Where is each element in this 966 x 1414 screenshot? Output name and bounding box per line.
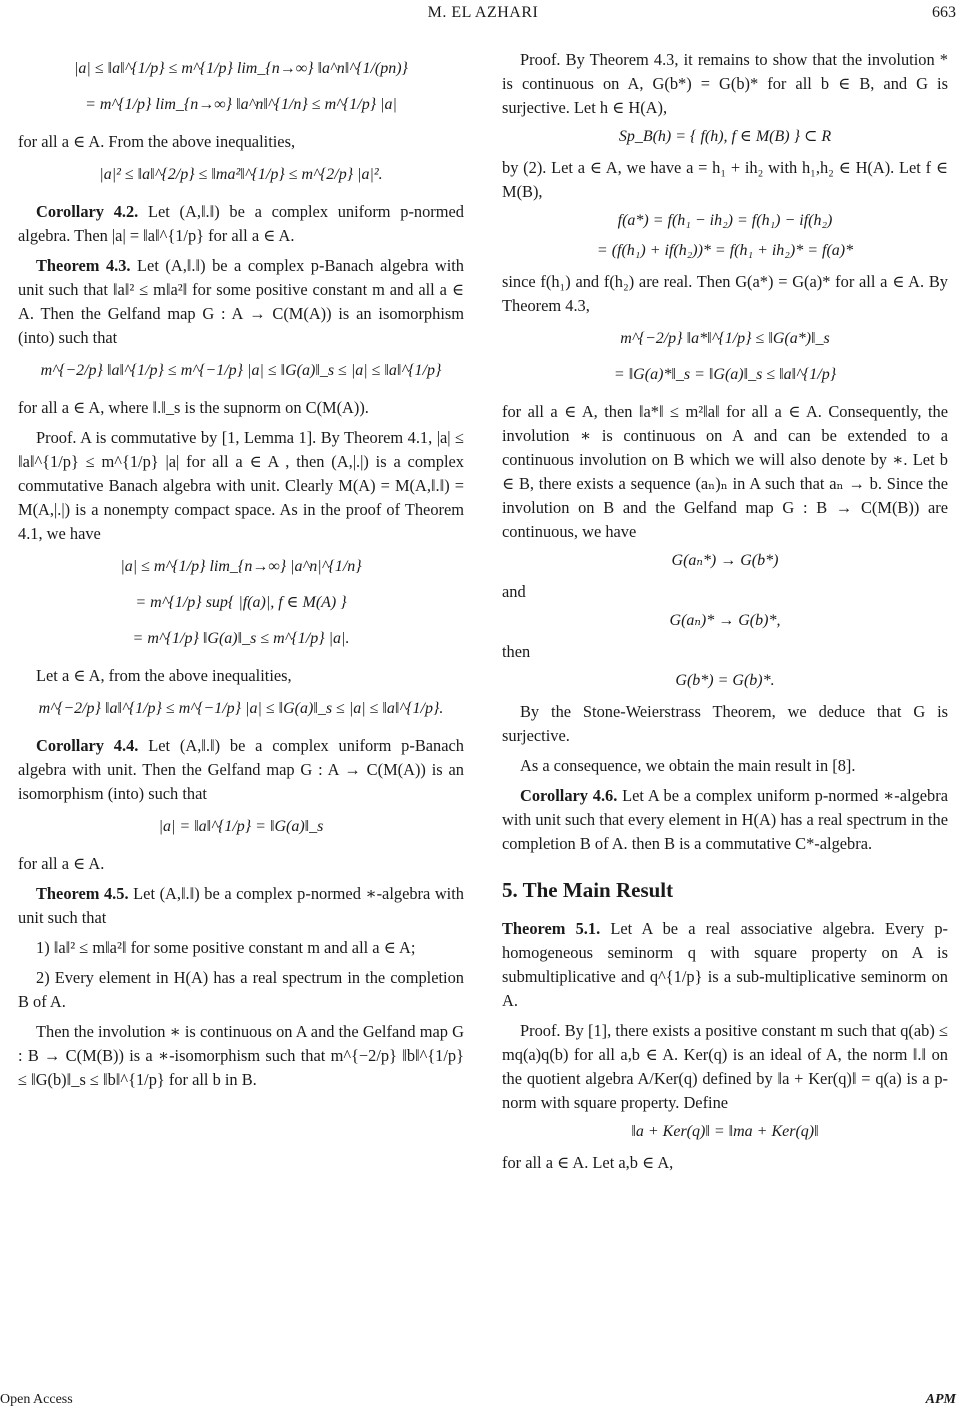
equation: = m^{1/p} ‖G(a)‖_s ≤ m^{1/p} |a|. [132, 630, 350, 647]
paragraph: As a consequence, we obtain the main result in [8]. [520, 756, 856, 775]
proof-paragraph: Proof. A is commutative by [1, Lemma 1]. By Theorem 4.1, |a| ≤ ‖a‖^{1/p} ≤ m^{1/p} |a| for all a ∈ A , then (A,|.|) is a complex commutative Banach algebra with unit. Clearly M(A) = M(A,‖.‖) = M(A,|.|) is a nonempty compact space. As in the proof of Theorem 4.1, we have [18, 428, 464, 543]
equation: G(aₙ)* → G(b)*, [669, 612, 781, 629]
paragraph: for all a ∈ A. Let a,b ∈ A, [502, 1153, 674, 1172]
theorem-label: Theorem 4.3. [36, 256, 131, 275]
equation: |a| ≤ m^{1/p} lim_{n→∞} |a^n|^{1/n} [120, 558, 362, 575]
equation: |a| = ‖a‖^{1/p} = ‖G(a)‖_s [158, 818, 324, 835]
paragraph: for all a ∈ A, then ‖a*‖ ≤ m²‖a‖ for all a ∈ A. Consequently, the involution ∗ is continuous on A and can be extended to a continuous involution on B which we will also denote by ∗. Let b ∈ B, there exists a sequence (aₙ)ₙ in A such that aₙ → b. Since the involution on B and the Gelfand map G : B → C(M(B)) are continuous, we have [502, 402, 948, 541]
equation: = ‖G(a)*‖_s = ‖G(a)‖_s ≤ ‖a‖^{1/p} [613, 366, 837, 383]
equation: = m^{1/p} sup{ |f(a)|, f ∈ M(A) } [135, 594, 347, 611]
equation: G(b*) = G(b)*. [675, 672, 775, 689]
equation: = m^{1/p} lim_{n→∞} ‖a^n‖^{1/n} ≤ m^{1/p} |a| [85, 96, 397, 113]
paragraph: and [502, 582, 526, 601]
proof-paragraph: Proof. By [1], there exists a positive constant m such that q(ab) ≤ mq(a)q(b) for all a,b ∈ A. Ker(q) is an ideal of A, the norm ‖.‖ on the quotient algebra A/Ker(q) defined by ‖a + Ker(q)‖ = q(a) is a p-norm with square property. Define [502, 1021, 948, 1112]
corollary-4-6 [502, 784, 948, 856]
theorem-5-1 [502, 917, 948, 1013]
theorem-4-3 [18, 254, 464, 350]
corollary-4-4 [18, 734, 464, 806]
equation: G(aₙ*) → G(b*) [671, 552, 779, 569]
paragraph: for all a ∈ A, where ‖.‖_s is the supnorm on C(M(A)). [18, 398, 369, 417]
paragraph: By the Stone-Weierstrass Theorem, we deduce that G is surjective. [502, 702, 948, 745]
left-column [18, 48, 464, 1098]
section-title: 5. The Main Result [502, 878, 674, 902]
page-footer [0, 1392, 966, 1414]
equation: m^{−2/p} ‖a‖^{1/p} ≤ m^{−1/p} |a| ≤ ‖G(a)‖_s ≤ |a| ≤ ‖a‖^{1/p}. [38, 700, 444, 717]
equation: f(a*) = f(h₁ − ih₂) = f(h₁) − if(h₂) [617, 212, 833, 229]
equation: ‖a + Ker(q)‖ = ‖ma + Ker(q)‖ [631, 1123, 819, 1140]
footer-open-access: Open Access [0, 1392, 73, 1407]
equation: = (f(h₁) + if(h₂))* = f(h₁ + ih₂)* = f(a)* [596, 242, 854, 259]
paragraph: then [502, 642, 531, 661]
corollary-text: Let (A,‖.‖) be a complex uniform p-normed algebra. Then |a| = ‖a‖^{1/p} for all a ∈ A. [18, 202, 464, 245]
theorem-text: Let A be a real associative algebra. Every p-homogeneous seminorm q with square property on A is submultiplicative and q^{1/p} is a sub-multiplicative seminorm on A. [502, 919, 949, 1010]
paragraph: Let a ∈ A, from the above inequalities, [36, 666, 292, 685]
corollary-label: Corollary 4.4. [36, 736, 139, 755]
equation: |a| ≤ ‖a‖^{1/p} ≤ m^{1/p} lim_{n→∞} ‖a^n‖^{1/(pn)} [74, 60, 408, 77]
corollary-text: Let (A,‖.‖) be a complex uniform p-Banach algebra with unit. Then the Gelfand map G : A → C(M(A)) is an isomorphism (into) such that [18, 736, 464, 803]
corollary-label: Corollary 4.6. [520, 786, 618, 805]
theorem-item-1: 1) ‖a‖² ≤ m‖a²‖ for some positive constant m and all a ∈ A; [36, 938, 416, 957]
equation: m^{−2/p} ‖a*‖^{1/p} ≤ ‖G(a*)‖_s [620, 330, 830, 347]
footer-journal: APM [925, 1392, 956, 1407]
paragraph: for all a ∈ A. From the above inequalities, [18, 132, 296, 151]
page-number: 663 [932, 4, 956, 21]
running-header [0, 2, 966, 26]
theorem-text: Let (A,‖.‖) be a complex p-Banach algebra with unit such that ‖a‖² ≤ m‖a²‖ for some positive constant m and all a ∈ A. Then the Gelfand map G : A → C(M(A)) is an isomorphism (into) such that [18, 256, 464, 347]
right-column [502, 48, 948, 1181]
corollary-label: Corollary 4.2. [36, 202, 139, 221]
theorem-text: Let (A,‖.‖) be a complex p-normed ∗-algebra with unit such that [18, 884, 464, 927]
equation: Sp_B(h) = { f(h), f ∈ M(B) } ⊂ R [618, 128, 832, 145]
paragraph: by (2). Let a ∈ A, we have a = h₁ + ih₂ with h₁,h₂ ∈ H(A). Let f ∈ M(B), [502, 158, 948, 201]
paragraph: since f(h₁) and f(h₂) are real. Then G(a*) = G(a)* for all a ∈ A. By Theorem 4.3, [502, 272, 948, 315]
corollary-text: Let A be a complex uniform p-normed ∗-algebra with unit such that every element in H(A) has a real spectrum in the completion B of A. then B is a commutative C*-algebra. [502, 786, 948, 853]
theorem-item-2: 2) Every element in H(A) has a real spectrum in the completion B of A. [18, 968, 464, 1011]
theorem-4-5 [18, 882, 464, 930]
paragraph: Then the involution ∗ is continuous on A and the Gelfand map G : B → C(M(B)) is a ∗-isomorphism such that m^{−2/p} ‖b‖^{1/p} ≤ ‖G(b)‖_s ≤ ‖b‖^{1/p} for all b in B. [18, 1022, 464, 1089]
theorem-label: Theorem 4.5. [36, 884, 129, 903]
equation: |a|² ≤ ‖a‖^{2/p} ≤ ‖ma²‖^{1/p} ≤ m^{2/p} |a|². [99, 166, 383, 183]
corollary-4-2 [18, 200, 464, 248]
paragraph: for all a ∈ A. [18, 854, 105, 873]
equation: m^{−2/p} ‖a‖^{1/p} ≤ m^{−1/p} |a| ≤ ‖G(a)‖_s ≤ |a| ≤ ‖a‖^{1/p} [40, 362, 442, 379]
theorem-label: Theorem 5.1. [502, 919, 601, 938]
proof-paragraph: Proof. By Theorem 4.3, it remains to show that the involution * is continuous on A, G(b*) = G(b)* for all b ∈ B, and G is surjective. Let h ∈ H(A), [502, 50, 948, 117]
running-author: M. EL AZHARI [427, 4, 539, 21]
